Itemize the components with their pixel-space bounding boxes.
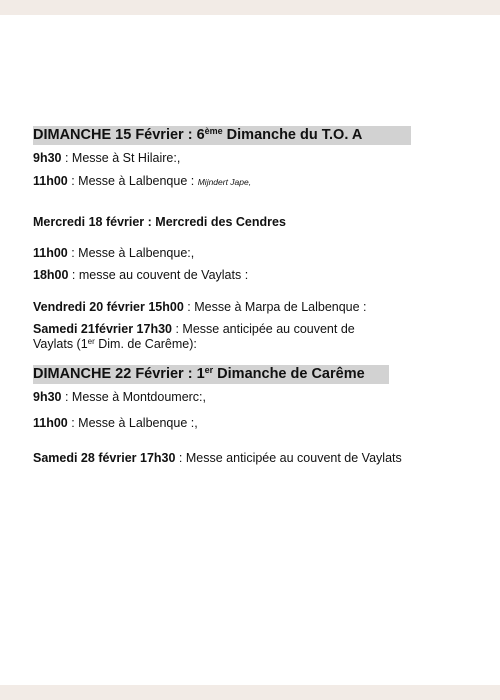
sunday-22-heading [33,365,389,384]
sunday-15-heading [33,126,411,145]
entry-label: Samedi 28 février 17h30 [33,451,176,465]
entry-text: : Messe à Lalbenque :, [67,416,198,430]
entry-text: : Messe à St Hilaire:, [61,151,181,165]
saturday-21-entry-continued [33,337,197,352]
heading-superscript: ème [204,126,223,136]
schedule-entry [33,151,180,166]
entry-text: Vaylats (1 [33,337,88,351]
entry-text: : Messe anticipée au couvent de Vaylats [175,451,402,465]
entry-text: : Messe à Montdoumerc:, [61,390,207,404]
entry-time: 9h30 [33,390,62,404]
entry-text: : Messe à Lalbenque:, [67,246,195,260]
entry-text: : Messe anticipée au couvent de [171,322,355,336]
entry-label: Vendredi 20 février 15h00 [33,300,184,314]
entry-time: 11h00 [33,416,68,430]
entry-note: Mijndert Jape, [197,177,252,187]
schedule-entry [33,416,198,431]
heading-suffix: Dimanche du T.O. A [222,127,363,143]
entry-superscript: er [87,337,95,346]
ash-wednesday-title: Mercredi 18 février : Mercredi des Cendres [33,215,286,229]
saturday-21-entry [33,322,355,337]
entry-label: Samedi 21février 17h30 [33,322,172,336]
schedule-entry [33,390,206,405]
heading-suffix: Dimanche de Carême [213,366,365,382]
heading-prefix: DIMANCHE 22 Février : 1 [33,366,205,382]
entry-text: : messe au couvent de Vaylats : [68,268,249,282]
entry-text: : Messe à Lalbenque : [67,174,198,188]
entry-time: 9h30 [33,151,62,165]
schedule-entry [33,246,194,261]
saturday-28-entry [33,451,402,466]
entry-text: : Messe à Marpa de Lalbenque : [183,300,367,314]
heading-prefix: DIMANCHE 15 Février : 6 [33,127,205,143]
entry-time: 11h00 [33,246,68,260]
schedule-entry [33,174,251,190]
friday-entry [33,300,367,315]
schedule-entry [33,268,248,283]
document-page [0,15,500,685]
entry-time: 18h00 [33,268,69,282]
entry-time: 11h00 [33,174,68,188]
heading-superscript: er [204,365,214,375]
entry-text: Dim. de Carême): [94,337,197,351]
